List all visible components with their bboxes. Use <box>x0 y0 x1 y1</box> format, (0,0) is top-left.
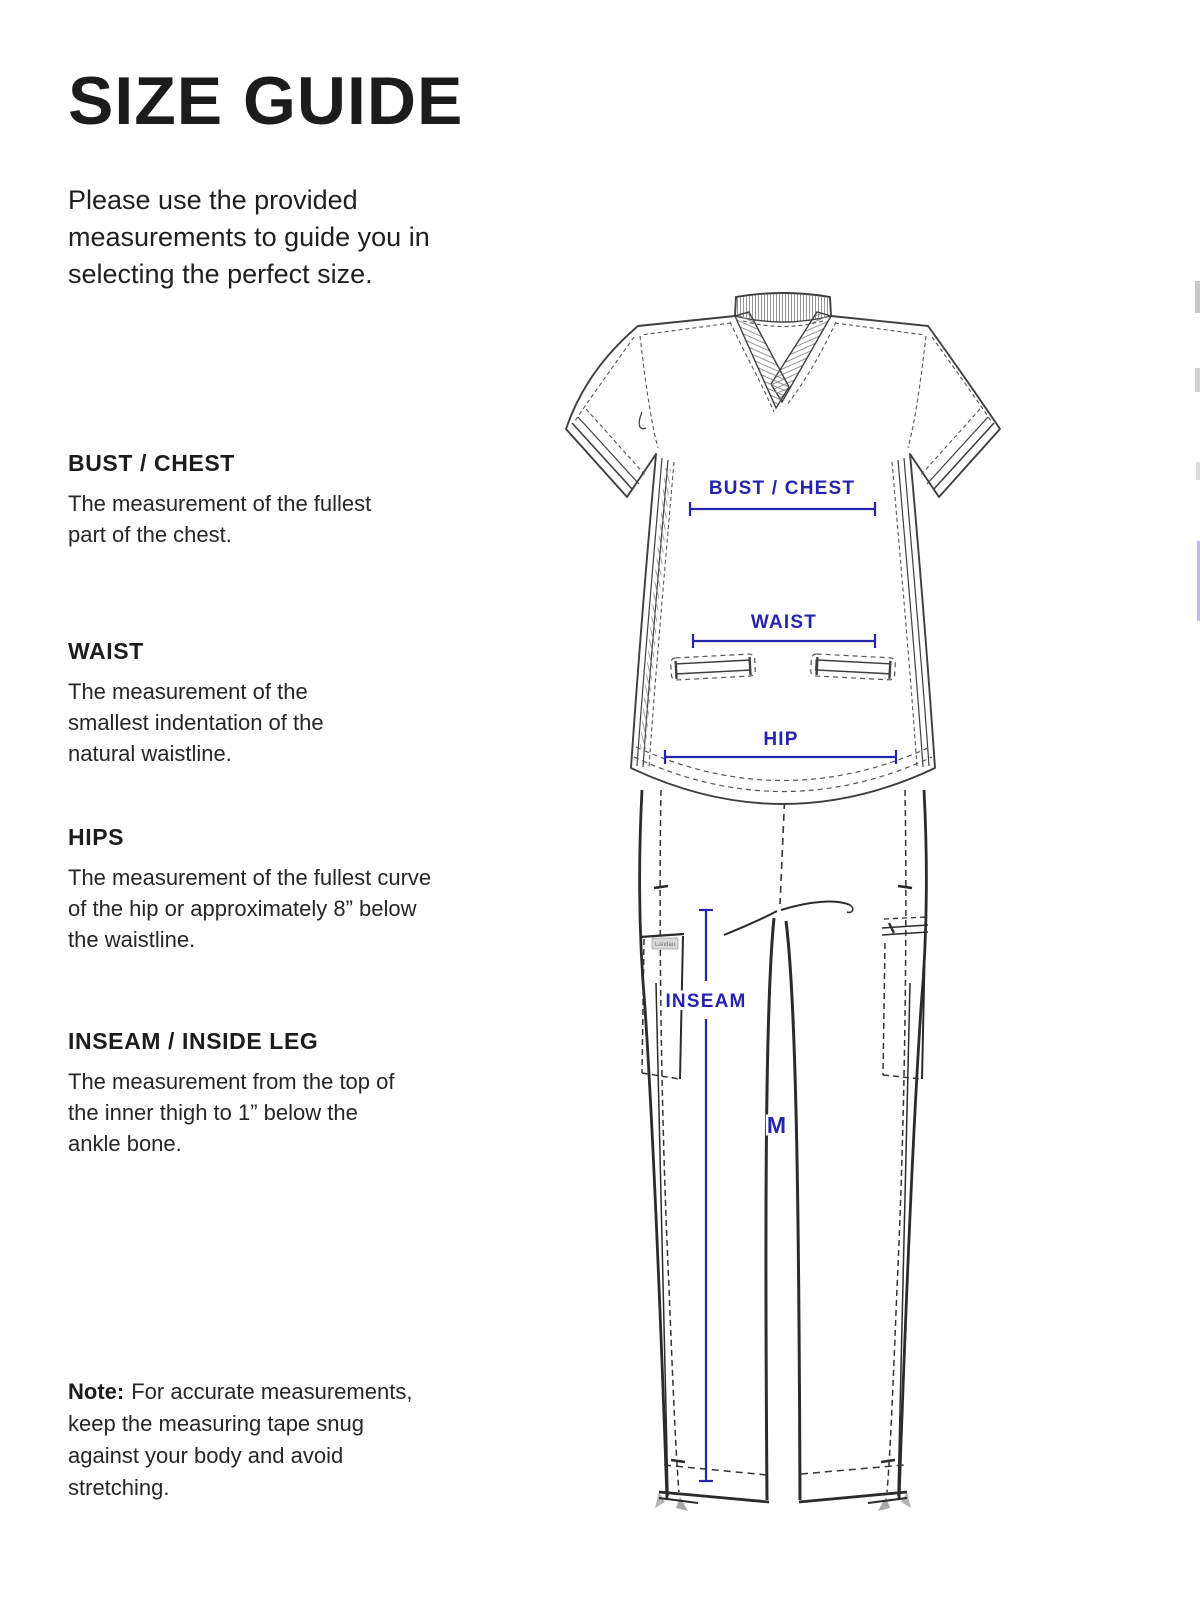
section-body-inseam: The measurement from the top of the inner thigh to 1” below the ankle bone. <box>68 1069 395 1156</box>
garment-diagram <box>538 278 1008 1530</box>
page-title: SIZE GUIDE <box>68 63 464 139</box>
clipped-edge-artifact <box>1196 462 1200 480</box>
intro-text: Please use the provided measurements to guide you in selecting the perfect size. <box>68 185 430 289</box>
pant-hem-right <box>799 1460 911 1511</box>
note-text: Note: For accurate measurements, keep the measuring tape snug against your body and avoid stretching. <box>68 1379 413 1500</box>
clipped-edge-artifact <box>1195 281 1200 313</box>
waist-label: WAIST <box>750 612 818 633</box>
pocket-brand-tag: Landau <box>655 942 676 948</box>
inseam-label: INSEAM <box>665 991 747 1012</box>
hip-label: HIP <box>763 729 799 750</box>
size-letter-label: M <box>766 1112 788 1138</box>
section-body-waist: The measurement of the smallest indentation of the natural waistline. <box>68 679 324 766</box>
section-body-bust-chest: The measurement of the fullest part of the chest. <box>68 491 372 547</box>
clipped-edge-artifact <box>1195 368 1200 392</box>
section-heading-hips: HIPS <box>68 824 125 850</box>
section-heading-waist: WAIST <box>68 638 144 664</box>
section-heading-inseam: INSEAM / INSIDE LEG <box>68 1028 319 1054</box>
pant-hem-left <box>655 1460 769 1511</box>
note-label: Note: <box>68 1379 125 1404</box>
scrub-top-drawing <box>566 293 1000 804</box>
scrub-pants-drawing <box>640 790 928 1511</box>
section-body-hips: The measurement of the fullest curve of the hip or approximately 8” below the waistline. <box>68 865 432 952</box>
bust-chest-label: BUST / CHEST <box>708 478 856 499</box>
section-heading-bust-chest: BUST / CHEST <box>68 450 235 476</box>
